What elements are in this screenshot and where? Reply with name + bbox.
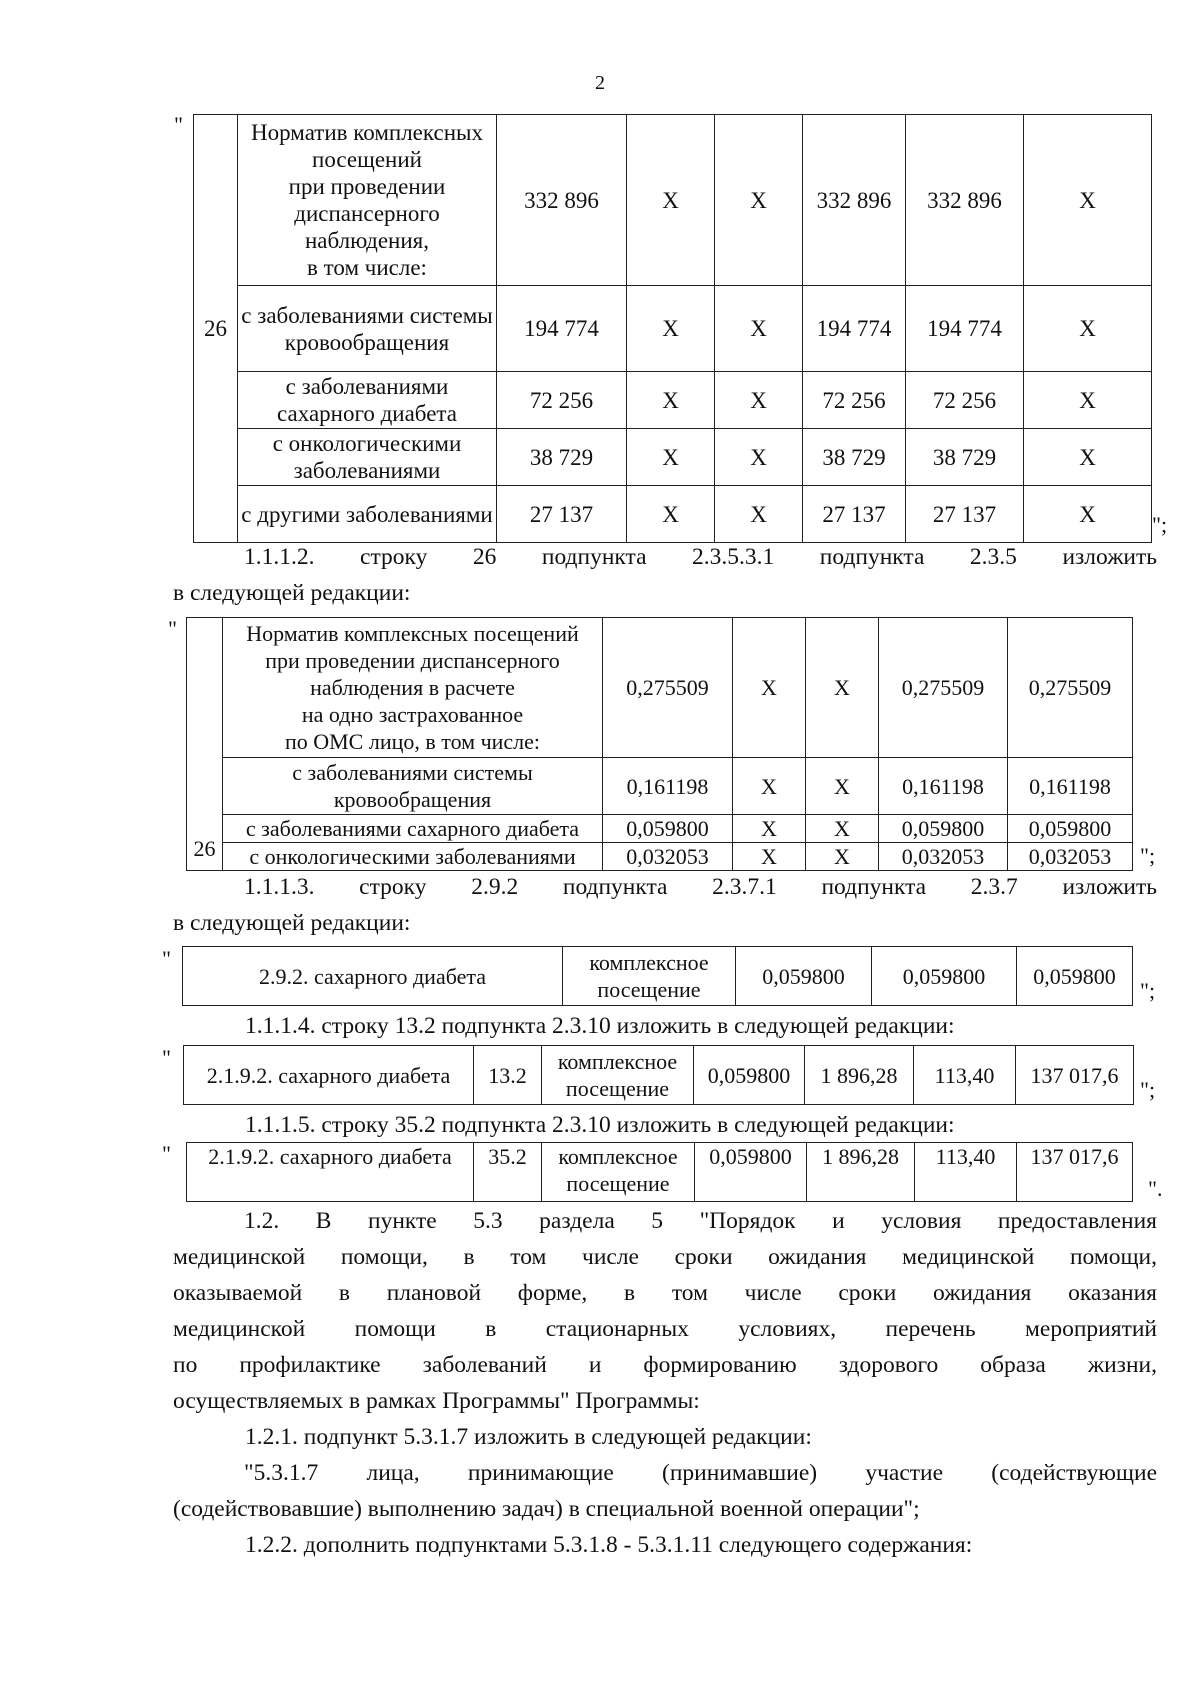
page-number: 2 xyxy=(595,72,605,94)
cell: 113,40 xyxy=(915,1143,1017,1202)
cell: 27 137 xyxy=(906,486,1024,543)
cell: 72 256 xyxy=(803,372,906,429)
table-row xyxy=(194,486,1152,543)
table-row xyxy=(184,1046,1134,1105)
cell: 0,032053 xyxy=(1008,843,1133,871)
row-label: с заболеваниями системы кровообращения xyxy=(223,758,603,815)
cell: X xyxy=(627,486,715,543)
quote-open-3: " xyxy=(162,946,171,971)
cell: 27 137 xyxy=(803,486,906,543)
table-row xyxy=(187,758,1133,815)
cell: X xyxy=(1024,429,1152,486)
cell: 0,275509 xyxy=(603,618,733,758)
row-label: с онкологическими заболеваниями xyxy=(238,429,497,486)
cell: X xyxy=(715,429,803,486)
row-label: с другими заболеваниями xyxy=(238,486,497,543)
paragraph-1-2-1: 1.2.1. подпункт 5.3.1.7 изложить в следующей редакции: xyxy=(245,1424,812,1450)
cell: 72 256 xyxy=(906,372,1024,429)
paragraph-1-1-1-5: 1.1.1.5. строку 35.2 подпункта 2.3.10 изложить в следующей редакции: xyxy=(245,1112,955,1138)
cell: X xyxy=(806,815,879,843)
cell: X xyxy=(806,758,879,815)
paragraph-1-2-line: медицинской помощи в стационарных условиях, перечень мероприятий xyxy=(173,1316,1157,1342)
cell: X xyxy=(806,618,879,758)
cell: 1 896,28 xyxy=(807,1143,915,1202)
unit-cell: комплексное посещение xyxy=(563,947,736,1006)
cell: 0,059800 xyxy=(1008,815,1133,843)
cell: 0,161198 xyxy=(879,758,1008,815)
cell: 0,275509 xyxy=(879,618,1008,758)
quote-open-4: " xyxy=(162,1045,171,1070)
paragraph-1-2-line: оказываемой в плановой форме, в том числе сроки ожидания оказания xyxy=(173,1280,1157,1306)
row-label: с онкологическими заболеваниями xyxy=(223,843,603,871)
cell: 194 774 xyxy=(497,286,627,372)
cell: 0,275509 xyxy=(1008,618,1133,758)
row-label: с заболеваниями системы кровообращения xyxy=(238,286,497,372)
cell: 0,059800 xyxy=(736,947,872,1006)
row-label: с заболеваниями сахарного диабета xyxy=(238,372,497,429)
quote-close-5: ". xyxy=(1148,1176,1163,1201)
cell: X xyxy=(627,286,715,372)
table-row xyxy=(187,1143,1133,1202)
cell: 0,161198 xyxy=(603,758,733,815)
row-label: 2.1.9.2. сахарного диабета xyxy=(187,1143,474,1202)
quote-open-2: " xyxy=(168,616,177,641)
row-number-cell: 26 xyxy=(187,618,223,871)
cell: X xyxy=(627,115,715,286)
cell: 13.2 xyxy=(474,1046,542,1105)
table-row xyxy=(194,115,1152,286)
paragraph-1-1-1-3: 1.1.1.3. строку 2.9.2 подпункта 2.3.7.1 подпункта 2.3.7 изложить xyxy=(244,874,1157,900)
cell: X xyxy=(1024,372,1152,429)
cell: 0,059800 xyxy=(603,815,733,843)
table-row xyxy=(194,286,1152,372)
cell: 137 017,6 xyxy=(1017,1143,1133,1202)
cell: X xyxy=(733,758,806,815)
cell: 27 137 xyxy=(497,486,627,543)
cell: 1 896,28 xyxy=(805,1046,914,1105)
cell: 38 729 xyxy=(803,429,906,486)
quote-close-2: "; xyxy=(1140,843,1156,868)
quote-open-1: " xyxy=(174,112,183,137)
quote-close-3: "; xyxy=(1140,978,1156,1003)
table-5 xyxy=(186,1142,1133,1202)
quote-open-5: " xyxy=(162,1141,171,1166)
unit-cell: комплексное посещение xyxy=(542,1143,695,1202)
cell: 332 896 xyxy=(906,115,1024,286)
cell: X xyxy=(627,372,715,429)
quote-close-1: "; xyxy=(1152,512,1168,537)
paragraph-1-2-line: осуществляемых в рамках Программы" Программы: xyxy=(173,1388,700,1414)
table-row xyxy=(194,372,1152,429)
cell: 0,032053 xyxy=(603,843,733,871)
cell: 137 017,6 xyxy=(1016,1046,1134,1105)
paragraph-1-2-line: медицинской помощи, в том числе сроки ожидания медицинской помощи, xyxy=(173,1244,1157,1270)
table-row xyxy=(187,618,1133,758)
table-row xyxy=(183,947,1133,1006)
row-label: 2.1.9.2. сахарного диабета xyxy=(184,1046,474,1105)
paragraph-5-3-1-7-cont: (содействовавшие) выполнению задач) в специальной военной операции"; xyxy=(173,1496,920,1522)
row-label: с заболеваниями сахарного диабета xyxy=(223,815,603,843)
table-2 xyxy=(186,617,1133,871)
cell: X xyxy=(733,618,806,758)
cell: X xyxy=(733,843,806,871)
cell: 0,059800 xyxy=(879,815,1008,843)
cell: 0,059800 xyxy=(872,947,1017,1006)
paragraph-1-1-1-2: 1.1.1.2. строку 26 подпункта 2.3.5.3.1 подпункта 2.3.5 изложить xyxy=(244,544,1157,570)
table-row xyxy=(194,429,1152,486)
cell: 35.2 xyxy=(474,1143,542,1202)
row-number-cell: 26 xyxy=(194,115,238,543)
paragraph-1-2-2: 1.2.2. дополнить подпунктами 5.3.1.8 - 5.3.1.11 следующего содержания: xyxy=(245,1532,973,1558)
cell: X xyxy=(715,372,803,429)
paragraph-1-1-1-4: 1.1.1.4. строку 13.2 подпункта 2.3.10 изложить в следующей редакции: xyxy=(245,1013,955,1039)
cell: 72 256 xyxy=(497,372,627,429)
quote-close-4: "; xyxy=(1140,1077,1156,1102)
cell: X xyxy=(806,843,879,871)
cell: X xyxy=(1024,486,1152,543)
cell: 0,161198 xyxy=(1008,758,1133,815)
cell: X xyxy=(715,286,803,372)
row-label: Норматив комплексных посещений при проведении диспансерного наблюдения, в том числе: xyxy=(238,115,497,286)
cell: 38 729 xyxy=(497,429,627,486)
table-3 xyxy=(182,946,1133,1006)
row-label: Норматив комплексных посещений при проведении диспансерного наблюдения в расчете на одно застрахованное по ОМС лицо, в том числе: xyxy=(223,618,603,758)
unit-cell: комплексное посещение xyxy=(542,1046,694,1105)
cell: 113,40 xyxy=(914,1046,1016,1105)
table-row xyxy=(187,815,1133,843)
cell: 0,059800 xyxy=(1017,947,1133,1006)
table-row xyxy=(187,843,1133,871)
paragraph-1-2-line: 1.2. В пункте 5.3 раздела 5 "Порядок и условия предоставления xyxy=(244,1208,1157,1234)
cell: 194 774 xyxy=(906,286,1024,372)
cell: X xyxy=(627,429,715,486)
cell: 332 896 xyxy=(803,115,906,286)
cell: 332 896 xyxy=(497,115,627,286)
table-4 xyxy=(183,1045,1134,1105)
row-label: 2.9.2. сахарного диабета xyxy=(183,947,563,1006)
paragraph-5-3-1-7: "5.3.1.7 лица, принимающие (принимавшие) участие (содействующие xyxy=(244,1460,1157,1486)
cell: X xyxy=(1024,115,1152,286)
cell: 0,059800 xyxy=(695,1143,807,1202)
table-1 xyxy=(193,114,1152,543)
cell: X xyxy=(733,815,806,843)
cell: 194 774 xyxy=(803,286,906,372)
cell: 0,059800 xyxy=(694,1046,805,1105)
cell: X xyxy=(1024,286,1152,372)
paragraph-1-1-1-3-cont: в следующей редакции: xyxy=(173,910,411,936)
cell: X xyxy=(715,115,803,286)
paragraph-1-1-1-2-cont: в следующей редакции: xyxy=(173,580,411,606)
cell: X xyxy=(715,486,803,543)
paragraph-1-2-line: по профилактике заболеваний и формированию здорового образа жизни, xyxy=(173,1352,1157,1378)
cell: 0,032053 xyxy=(879,843,1008,871)
cell: 38 729 xyxy=(906,429,1024,486)
